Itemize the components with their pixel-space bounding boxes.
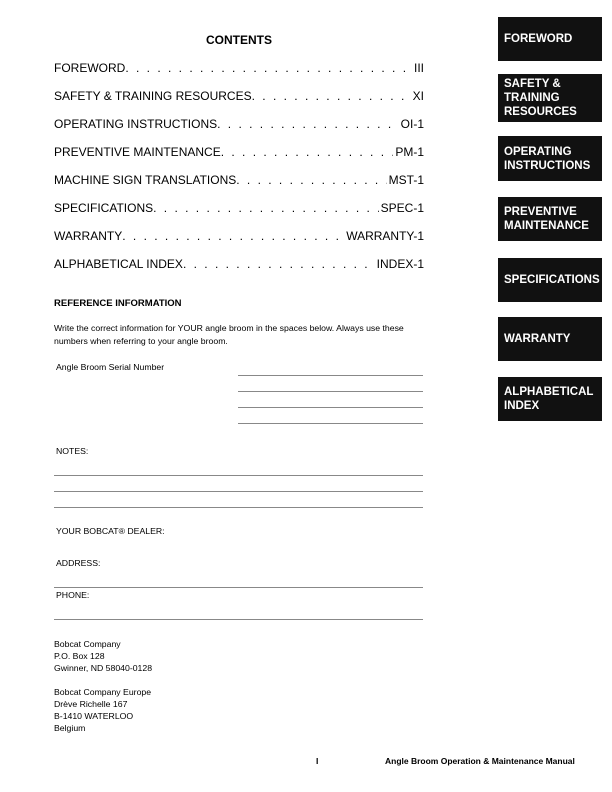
- toc-leader: [183, 257, 375, 271]
- toc-leader: [252, 89, 411, 103]
- manual-title: Angle Broom Operation & Maintenance Manual: [385, 756, 575, 766]
- tab-alphabetical-index[interactable]: ALPHABETICAL INDEX: [498, 377, 602, 421]
- toc-entry-operating[interactable]: [54, 117, 424, 133]
- toc-label: MACHINE SIGN TRANSLATIONS: [54, 173, 237, 187]
- contents-title: CONTENTS: [206, 33, 272, 47]
- toc-entry-maintenance[interactable]: [54, 145, 424, 161]
- page-number: I: [316, 756, 319, 766]
- notes-label: NOTES:: [56, 446, 89, 456]
- address-line-2: Gwinner, ND 58040-0128: [54, 663, 153, 673]
- address-line-1: Drève Richelle 167: [54, 699, 128, 709]
- notes-line[interactable]: [54, 507, 423, 508]
- toc-page: WARRANTY-1: [346, 229, 424, 243]
- tab-safety-training-resources[interactable]: SAFETY & TRAINING RESOURCES: [498, 74, 602, 122]
- toc-leader: [125, 61, 412, 75]
- toc-page: MST-1: [388, 173, 424, 187]
- phone-line[interactable]: [54, 619, 423, 620]
- notes-line[interactable]: [54, 491, 423, 492]
- us-address: [54, 638, 152, 674]
- serial-number-label: Angle Broom Serial Number: [56, 362, 165, 372]
- toc-leader: [217, 117, 399, 131]
- reference-heading: REFERENCE INFORMATION: [54, 298, 182, 309]
- toc-label: SPECIFICATIONS: [54, 201, 154, 215]
- toc-page: PM-1: [395, 145, 424, 159]
- toc-entry-sign-translations[interactable]: [54, 173, 424, 189]
- tab-specifications[interactable]: SPECIFICATIONS: [498, 258, 602, 302]
- address-line-2: B-1410 WATERLOO: [54, 711, 134, 721]
- serial-number-line[interactable]: [238, 423, 423, 424]
- toc-leader: [122, 229, 344, 243]
- toc-entry-warranty[interactable]: [54, 229, 424, 245]
- company-name: Bobcat Company Europe: [54, 687, 152, 697]
- europe-address: [54, 686, 151, 734]
- toc-page: SPEC-1: [380, 201, 424, 215]
- phone-label: PHONE:: [56, 590, 90, 600]
- toc-label: OPERATING INSTRUCTIONS: [54, 117, 218, 131]
- toc-page: XI: [412, 89, 424, 103]
- toc-label: WARRANTY: [54, 229, 123, 243]
- serial-number-line[interactable]: [238, 375, 423, 376]
- notes-line[interactable]: [54, 475, 423, 476]
- toc-entry-safety[interactable]: [54, 89, 424, 105]
- tab-preventive-maintenance[interactable]: PREVENTIVE MAINTENANCE: [498, 197, 602, 241]
- toc-leader: [153, 201, 379, 215]
- toc-leader: [236, 173, 386, 187]
- toc-page: INDEX-1: [376, 257, 424, 271]
- toc-label: PREVENTIVE MAINTENANCE: [54, 145, 221, 159]
- toc-entry-specifications[interactable]: [54, 201, 424, 217]
- toc-leader: [221, 145, 394, 159]
- toc-page: OI-1: [400, 117, 424, 131]
- serial-number-line[interactable]: [238, 407, 423, 408]
- serial-number-line[interactable]: [238, 391, 423, 392]
- toc-entry-foreword[interactable]: [54, 61, 424, 77]
- address-line-1: P.O. Box 128: [54, 651, 105, 661]
- toc-page: III: [413, 61, 424, 75]
- company-name: Bobcat Company: [54, 639, 121, 649]
- toc-label: SAFETY & TRAINING RESOURCES: [54, 89, 252, 103]
- dealer-label: YOUR BOBCAT® DEALER:: [56, 526, 165, 536]
- tab-operating-instructions[interactable]: OPERATING INSTRUCTIONS: [498, 136, 602, 181]
- reference-instructions: Write the correct information for YOUR angle broom in the spaces below. Always use these numbers when referring to your angle broom.: [54, 323, 404, 346]
- tab-warranty[interactable]: WARRANTY: [498, 317, 602, 361]
- toc-entry-index[interactable]: [54, 257, 424, 273]
- toc-label: ALPHABETICAL INDEX: [54, 257, 183, 271]
- toc-label: FOREWORD: [54, 61, 126, 75]
- address-line-3: Belgium: [54, 723, 86, 733]
- tab-foreword[interactable]: FOREWORD: [498, 17, 602, 61]
- address-label: ADDRESS:: [56, 558, 101, 568]
- address-line[interactable]: [54, 587, 423, 588]
